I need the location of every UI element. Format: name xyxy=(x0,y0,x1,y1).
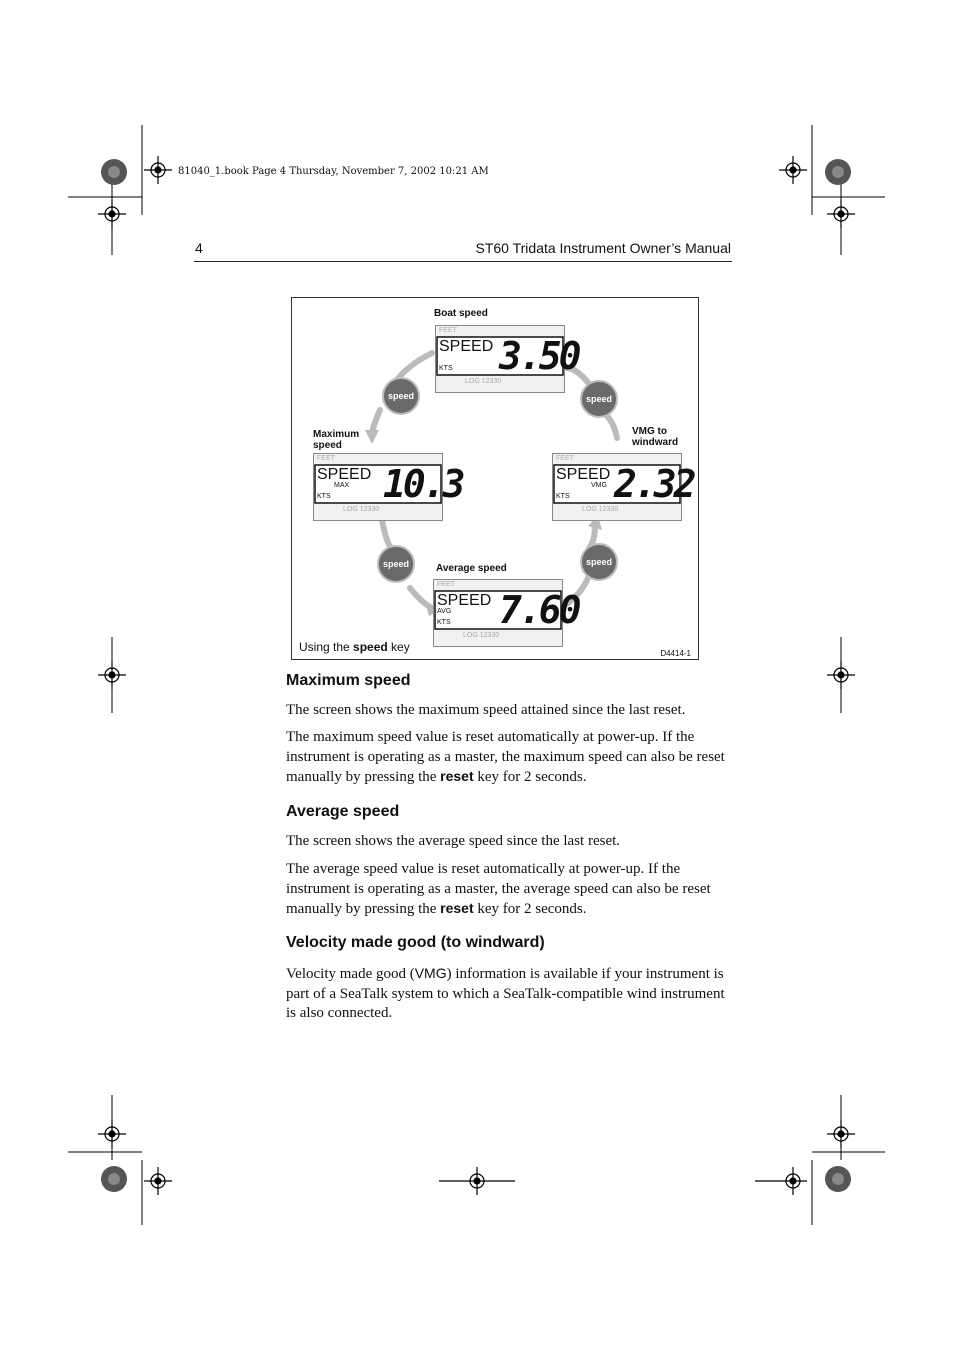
lcd-word: SPEED xyxy=(556,466,611,483)
speed-key-button[interactable]: speed xyxy=(377,545,415,583)
paragraph: The average speed value is reset automatically at power-up. If the instrument is operating as a master, the average speed can also be reset manually by pressing the reset key for 2 seconds. xyxy=(286,861,711,917)
heading-average-speed: Average speed xyxy=(286,803,400,820)
page-number: 4 xyxy=(195,240,203,256)
figure-caption: Using the speed key xyxy=(299,640,410,654)
lcd-word: SPEED xyxy=(317,466,372,483)
lcd-word: SPEED xyxy=(437,592,492,609)
lcd-value: 3.50 xyxy=(499,334,579,378)
lcd-value: 10.3 xyxy=(383,462,463,506)
paragraph: The screen shows the maximum speed attained since the last reset. xyxy=(286,702,686,718)
label-boat-speed: Boat speed xyxy=(434,308,488,319)
speed-key-button[interactable]: speed xyxy=(382,377,420,415)
lcd-average-speed: FEET SPEED AVG KTS 7.60 LOG 12330 xyxy=(433,579,563,647)
figure-code: D4414-1 xyxy=(660,649,691,658)
header-rule xyxy=(194,261,732,262)
label-maximum-speed: Maximum speed xyxy=(313,429,360,451)
label-vmg-windward: VMG to windward xyxy=(632,426,679,448)
paragraph: The screen shows the average speed since the last reset. xyxy=(286,833,621,849)
label-average-speed: Average speed xyxy=(436,563,507,574)
heading-maximum-speed: Maximum speed xyxy=(286,672,411,689)
print-line: 81040_1.book Page 4 Thursday, November 7, 2002 10:21 AM xyxy=(178,166,489,177)
paragraph: The maximum speed value is reset automatically at power-up. If the instrument is operating as a master, the maximum speed can also be reset manually by pressing the reset key for 2 seconds. xyxy=(286,729,725,785)
heading-vmg: Velocity made good (to windward) xyxy=(286,934,545,951)
lcd-maximum-speed: FEET SPEED MAX KTS 10.3 LOG 12330 xyxy=(313,453,443,521)
paragraph: Velocity made good (VMG) information is available if your instrument is part of a SeaTalk system to which a SeaTalk-compatible wind instrument is also connected. xyxy=(286,965,725,1021)
lcd-value: 7.60 xyxy=(499,588,579,632)
lcd-boat-speed: FEET SPEED KTS 3.50 LOG 12330 xyxy=(435,325,565,393)
lcd-vmg: FEET SPEED VMG KTS 2.32 LOG 12330 xyxy=(552,453,682,521)
lcd-word: SPEED xyxy=(439,338,494,355)
running-header-title: ST60 Tridata Instrument Owner’s Manual xyxy=(475,240,731,256)
lcd-value: 2.32 xyxy=(614,462,694,506)
speed-key-button[interactable]: speed xyxy=(580,380,618,418)
speed-key-figure xyxy=(291,297,699,660)
speed-key-button[interactable]: speed xyxy=(580,543,618,581)
